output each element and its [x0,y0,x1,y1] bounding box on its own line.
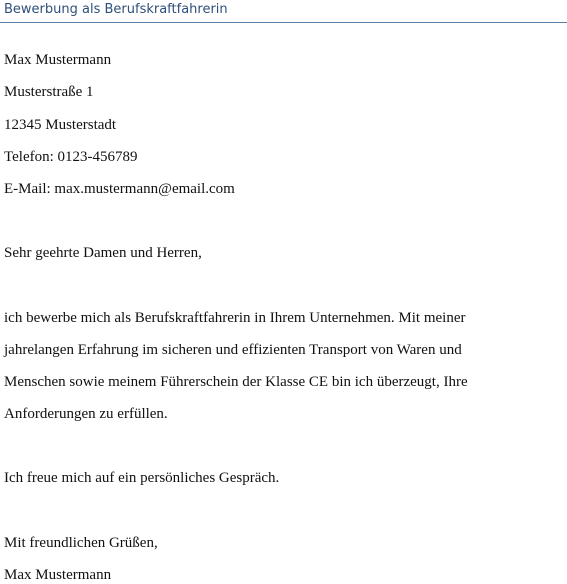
sender-phone: Telefon: 0123-456789 [4,149,138,165]
body-line: jahrelangen Erfahrung im sicheren und effizienten Transport von Waren und [4,342,462,358]
body-line: Menschen sowie meinem Führerschein der Klasse CE bin ich überzeugt, Ihre [4,374,468,390]
body-line: Anforderungen zu erfüllen. [4,406,168,422]
sender-city: 12345 Musterstadt [4,117,117,133]
signature-name: Max Mustermann [4,567,112,583]
body-line: ich bewerbe mich als Berufskraftfahrerin in Ihrem Unternehmen. Mit meiner [4,310,466,326]
closing-greeting: Mit freundlichen Grüßen, [4,535,158,551]
salutation: Sehr geehrte Damen und Herren, [4,245,202,261]
sender-name: Max Mustermann [4,52,112,68]
sender-email: E-Mail: max.mustermann@email.com [4,181,235,197]
closing-paragraph: Ich freue mich auf ein persönliches Gespräch. [4,470,280,486]
document-header-title: Bewerbung als Berufskraftfahrerin [4,2,228,17]
header-divider [0,22,567,23]
sender-street: Musterstraße 1 [4,84,94,100]
